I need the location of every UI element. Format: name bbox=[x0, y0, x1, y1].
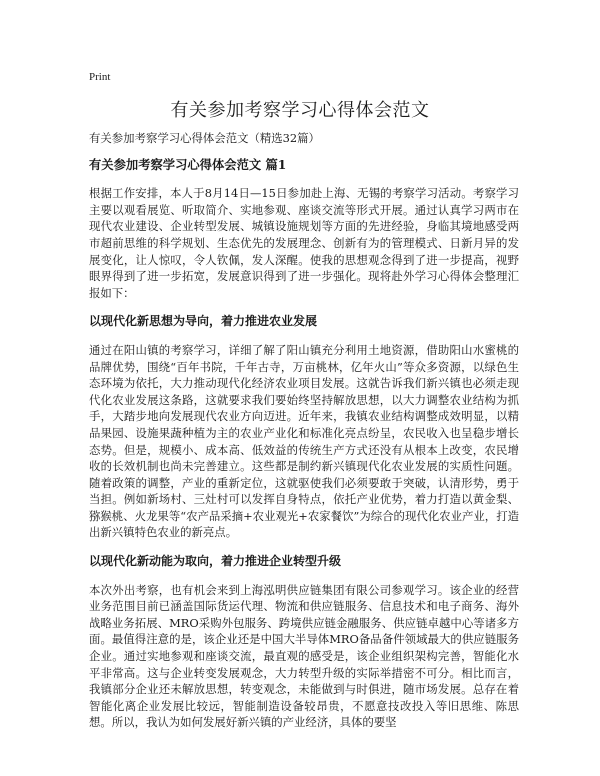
section-body-enterprise: 本次外出考察，也有机会来到上海泓明供应链集团有限公司参观学习。该企业的经营业务范围目前已涵盖国际货运代理、物流和供应链服务、信息技术和电子商务、海外战略业务拓展、MRO采购外包服务、跨境供应链金融服务、供应链卓越中心等诸多方面。最值得注意的是，该企业还是中国大半导体MRO备品备件领域最大的供应链服务企业。通过实地参观和座谈交流，最直观的感受是，该企业组织架构完善，智能化水平非常高。这与企业转变发展观念，大力转型升级的实际举措密不可分。相比而言，我镇部分企业还未解放思想，转变观念，未能做到与时俱进，随市场发展。总存在着智能化离企业发展比较远，智能制造设备较昂贵，不愿意技改投入等旧思维、陈思想。所以，我认为如何发展好新兴镇的产业经济，具体的要坚 bbox=[89, 582, 519, 730]
section-heading-enterprise: 以现代化新动能为取向，着力推进企业转型升级 bbox=[89, 554, 342, 569]
print-link[interactable]: Print bbox=[89, 71, 111, 83]
section-body-agriculture: 通过在阳山镇的考察学习，详细了解了阳山镇充分利用土地资源，借助阳山水蜜桃的品牌优势，围绕“百年书院，千年古寺，万亩桃林，亿年火山”等众多资源，以绿色生态环境为依托，大力推动现代化经济农业项目发展。这就告诉我们新兴镇也必须走现代化农业发展这条路，这就要求我们要始终坚持解放思想，以大力调整农业结构为抓手，大踏步地向发展现代农业方向迈进。近年来，我镇农业结构调整成效明显，以精品果园、设施果蔬种植为主的农业产业化和标准化亮点纷呈，农民收入也呈稳步增长态势。但是，规模小、成本高、低效益的传统生产方式还没有从根本上改变，农民增收的长效机制也尚未完善建立。这些都是制约新兴镇现代化农业发展的实质性问题。随着政策的调整，产业的重新定位，这就驱使我们必须要敢于突破，认清形势，勇于当担。例如新场村、三灶村可以发挥自身特点，依托产业优势，着力打造以黄金梨、猕猴桃、火龙果等“农产品采摘+农业观光+农家餐饮”为综合的现代化农业产业，打造出新兴镇特色农业的新亮点。 bbox=[89, 342, 519, 540]
section-heading-agriculture: 以现代化新思想为导向，着力推进农业发展 bbox=[89, 314, 318, 329]
article-heading: 有关参加考察学习心得体会范文 篇1 bbox=[89, 156, 287, 172]
page-title: 有关参加考察学习心得体会范文 bbox=[170, 100, 430, 121]
document-subtitle: 有关参加考察学习心得体会范文（精选32篇） bbox=[89, 131, 320, 145]
intro-paragraph: 根据工作安排，本人于8月14日—15日参加赴上海、无锡的考察学习活动。考察学习主要以观看展览、听取简介、实地参观、座谈交流等形式开展。通过认真学习两市在现代农业建设、企业转型发展、城镇设施规划等方面的先进经验，身临其境地感受两市超前思维的科学规划、生态优先的发展理念、创新有为的管理模式、日新月异的发展变化，让人惊叹，令人钦佩，发人深醒。使我的思想观念得到了进一步提高，视野眼界得到了进一步拓宽，发展意识得到了进一步强化。现将赴外学习心得体会整理汇报如下： bbox=[89, 186, 519, 300]
document-body bbox=[89, 130, 519, 743]
